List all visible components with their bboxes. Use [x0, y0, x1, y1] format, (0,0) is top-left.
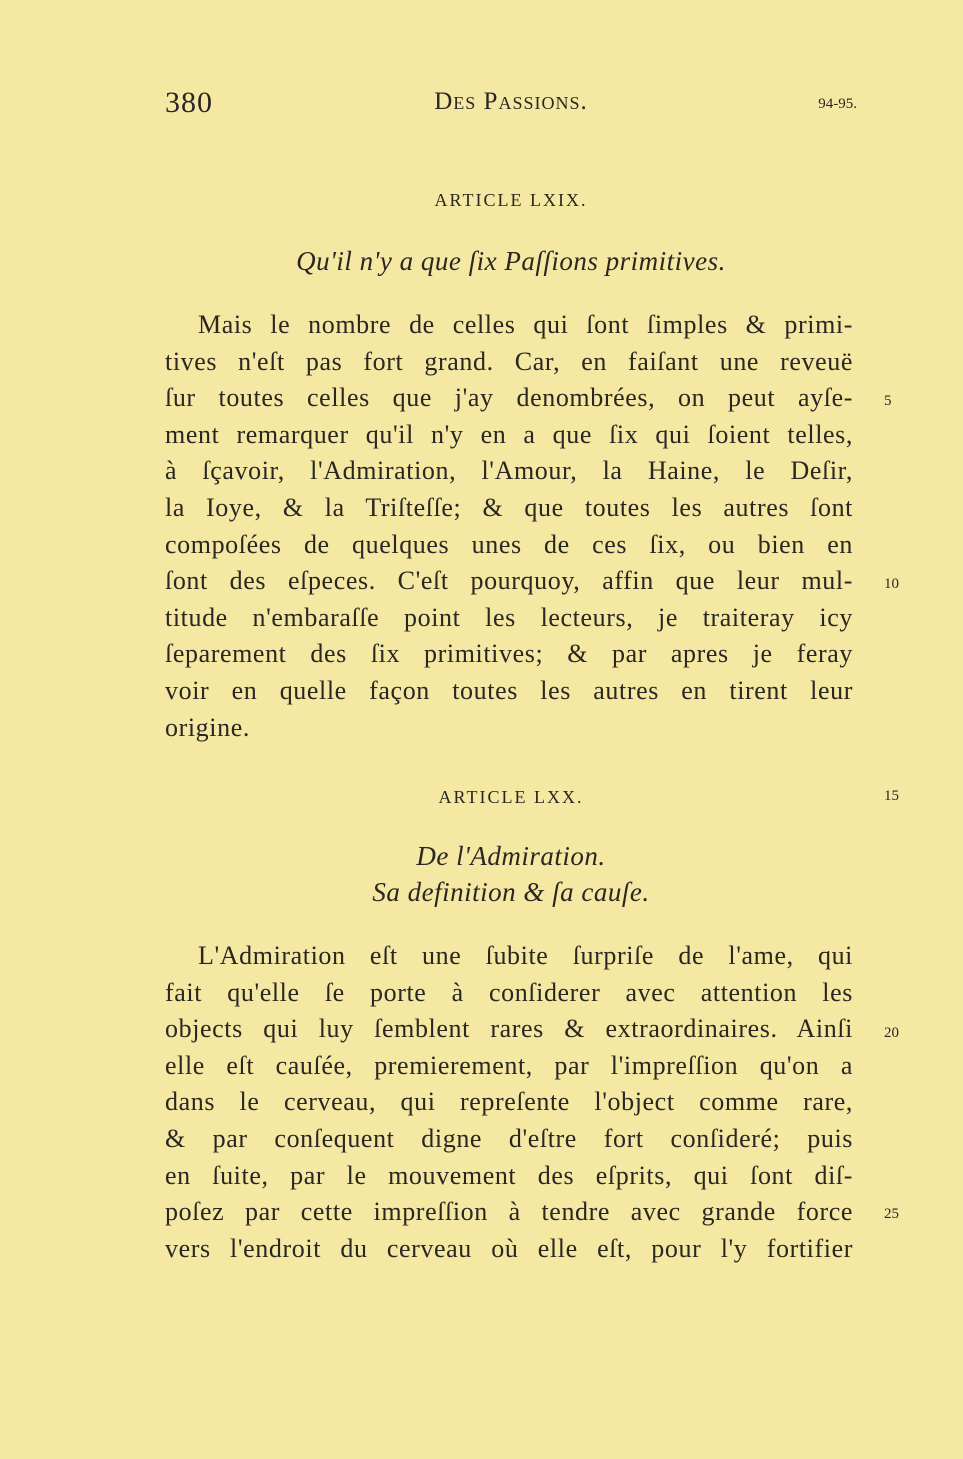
text-line: ſur toutes celles que j'ay denombrées, on peut ayſe- [165, 383, 853, 413]
line-number-25: 25 [884, 1206, 899, 1222]
text-line: voir en quelle façon toutes les autres en tirent leur [165, 676, 853, 705]
text-line: à ſçavoir, l'Admiration, l'Amour, la Haine, le Deſir, [165, 456, 853, 486]
text-line: objects qui luy ſemblent rares & extraordinaires. Ainſi [165, 1014, 853, 1044]
line-number-20: 20 [884, 1025, 899, 1041]
article-subtitle-lxx: Sa definition & ſa cauſe. [372, 877, 650, 907]
article-title-lxx: De l'Admiration. [416, 841, 606, 871]
text-line: & par conſequent digne d'eſtre fort conſideré; puis [165, 1124, 853, 1153]
line-number-10: 10 [884, 576, 899, 592]
text-line: la Ioye, & la Triſteſſe; & que toutes les autres ſont [165, 493, 853, 522]
text-line: vers l'endroit du cerveau où elle eſt, pour l'y fortifier [165, 1233, 853, 1263]
line-number-5: 5 [884, 393, 892, 409]
text-line: dans le cerveau, qui repreſente l'object comme rare, [165, 1087, 853, 1117]
text-line: poſez par cette impreſſion à tendre avec grande force [165, 1197, 853, 1227]
running-head [165, 86, 857, 126]
page-number: 380 [165, 86, 213, 119]
article-title-lxix: Qu'il n'y a que ſix Paſſions primitives. [296, 246, 726, 276]
text-line: Mais le nombre de celles qui ſont ſimples & primi- [198, 310, 853, 339]
article-heading-lxx: ARTICLE LXX. [438, 787, 584, 807]
text-line: ſeparement des ſix primitives; & par apres je feray [165, 639, 853, 669]
text-line: en ſuite, par le mouvement des eſprits, qui ſont diſ- [165, 1160, 853, 1190]
text-line: origine. [165, 712, 250, 742]
line-number-15: 15 [884, 788, 899, 804]
running-title: Des Passions. [434, 88, 588, 115]
text-line: elle eſt cauſée, premierement, par l'impreſſion qu'on a [165, 1050, 853, 1080]
text-line: fait qu'elle ſe porte à conſiderer avec attention les [165, 977, 853, 1007]
text-line: L'Admiration eſt une ſubite ſurpriſe de l'ame, qui [198, 941, 853, 970]
folio-reference: 94-95. [818, 96, 857, 112]
article-heading-lxix: ARTICLE LXIX. [434, 190, 588, 210]
text-line: compoſées de quelques unes de ces ſix, ou bien en [165, 529, 853, 559]
text-line: titude n'embaraſſe point les lecteurs, je traiteray icy [165, 602, 853, 632]
text-line: tives n'eſt pas fort grand. Car, en faiſant une reveuë [165, 346, 853, 376]
text-line: ſont des eſpeces. C'eſt pourquoy, affin que leur mul- [165, 566, 853, 596]
text-line: ment remarquer qu'il n'y en a que ſix qui ſoient telles, [165, 419, 853, 449]
